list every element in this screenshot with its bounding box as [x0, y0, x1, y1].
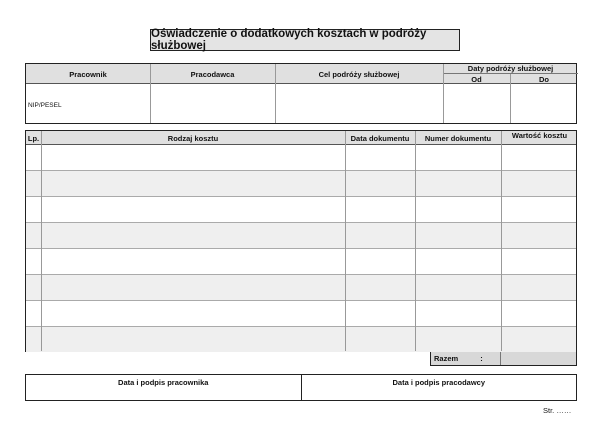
- signature-employee[interactable]: [26, 375, 301, 400]
- column-divider: [501, 131, 502, 351]
- header-rodzaj-kosztu: Rodzaj kosztu: [167, 133, 219, 143]
- signature-employer-label: Data i podpis pracodawcy: [392, 378, 486, 387]
- table-row[interactable]: [26, 249, 576, 275]
- employee-table: [25, 63, 577, 124]
- header-lp: Lp.: [27, 133, 40, 143]
- column-divider: [41, 131, 42, 351]
- signature-employee-label: Data i podpis pracownika: [118, 378, 209, 387]
- header-daty-podrozy: Daty podróży służbowej: [443, 64, 578, 74]
- header-pracownik: Pracownik: [69, 69, 107, 79]
- header-wartosc-kosztu: Wartość kosztu: [511, 131, 568, 140]
- field-cel-podrozy[interactable]: [275, 84, 443, 124]
- field-pracodawca[interactable]: [150, 84, 275, 124]
- table-row[interactable]: [26, 223, 576, 249]
- total-label-text: Razem: [434, 354, 459, 363]
- column-divider: [345, 131, 346, 351]
- header-numer-dokumentu: Numer dokumentu: [424, 133, 492, 143]
- header-od: Od: [471, 74, 482, 84]
- header-pracodawca: Pracodawca: [190, 69, 235, 79]
- header-cel-podrozy: Cel podróży służbowej: [318, 69, 400, 79]
- header-do: Do: [539, 74, 549, 84]
- nip-pesel-label: NIP/PESEL: [28, 102, 62, 109]
- document-title: [150, 29, 460, 51]
- signature-employer[interactable]: [301, 375, 577, 400]
- column-divider: [415, 131, 416, 351]
- field-pracownik[interactable]: [26, 84, 150, 124]
- table-row[interactable]: [26, 301, 576, 327]
- document-title-text: Oświadczenie o dodatkowych kosztach w podróży służbowej: [151, 28, 427, 52]
- signature-box: [25, 374, 577, 401]
- table-row[interactable]: [26, 171, 576, 197]
- field-data-do[interactable]: [510, 84, 578, 124]
- total-separator: :: [480, 354, 483, 363]
- page-number: Str. ……: [543, 406, 572, 415]
- table-row[interactable]: [26, 327, 576, 352]
- cost-table: [25, 130, 577, 352]
- total-value-field[interactable]: [501, 352, 576, 365]
- table-row[interactable]: [26, 275, 576, 301]
- table-row[interactable]: [26, 197, 576, 223]
- total-row: [430, 352, 577, 366]
- total-label: [431, 352, 501, 365]
- table-row[interactable]: [26, 145, 576, 171]
- header-data-dokumentu: Data dokumentu: [350, 133, 410, 143]
- field-data-od[interactable]: [443, 84, 510, 124]
